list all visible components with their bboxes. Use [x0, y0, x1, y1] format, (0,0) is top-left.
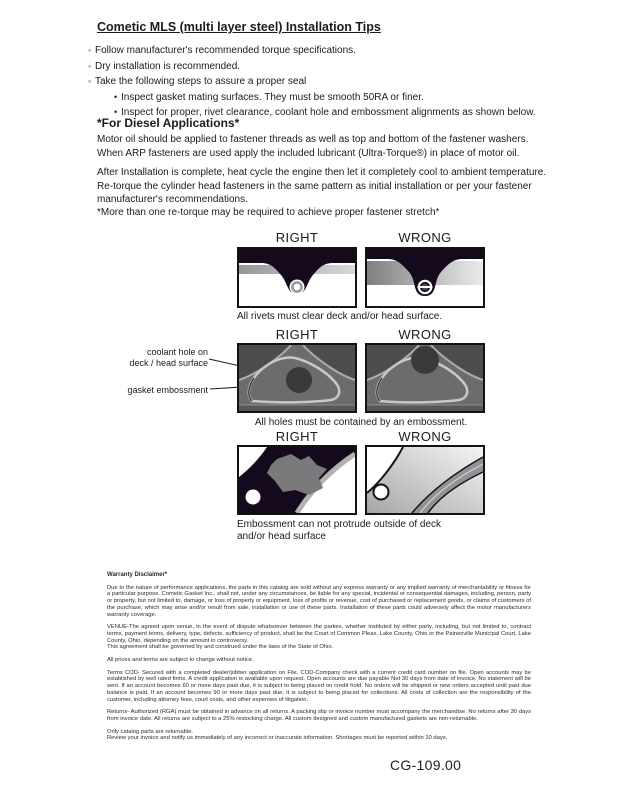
- hole-containment-wrong-diagram: [365, 343, 485, 413]
- diesel-heading: *For Diesel Applications*: [97, 116, 240, 130]
- circle-bullet-icon: ◦: [88, 60, 92, 71]
- warranty-disclaimer: [107, 572, 531, 748]
- tip-item: [88, 74, 536, 90]
- tip-text: Inspect for proper, rivet clearance, coolant hole and embossment alignments as shown below.: [121, 107, 536, 118]
- tip-item: [88, 59, 536, 75]
- legal-paragraph: Returns- Authorized (RGA) must be obtained in advance on all returns. A packing slip or invoice number must accompany the merchandise. No returns after 30 days from invoice date. All returns are subject to a 25% restocking charge. All custom designed and custom manufactured gaskets are non-returnable.: [107, 709, 531, 722]
- wrong-label: WRONG: [398, 429, 452, 444]
- tip-text: Take the following steps to assure a proper seal: [95, 76, 307, 87]
- protrusion-wrong-diagram: [365, 445, 485, 515]
- tip-text: Follow manufacturer's recommended torque specifications.: [95, 45, 356, 56]
- legal-paragraph: Review your invoice and notify us immediately of any incorrect or inaccurate information. Shortages must be reported within 10 days.: [107, 735, 448, 742]
- diagram-annotations: [100, 347, 208, 396]
- diagram-caption: Embossment can not protrude outside of deck and/or head surface: [237, 519, 442, 542]
- right-label: RIGHT: [275, 327, 319, 342]
- right-label: RIGHT: [275, 429, 319, 444]
- diagram-caption: All holes must be contained by an embossment.: [254, 417, 468, 428]
- coolant-hole-label: coolant hole on: [146, 347, 208, 357]
- legal-paragraph: This agreement shall be governed by and construed under the laws of the State of Ohio.: [107, 644, 334, 651]
- wrong-label: WRONG: [398, 327, 452, 342]
- wrong-label: WRONG: [398, 230, 452, 245]
- dot-bullet-icon: •: [114, 91, 118, 102]
- rivet-clearance-wrong-diagram: [365, 247, 485, 308]
- circle-bullet-icon: ◦: [88, 76, 92, 86]
- tip-item: [88, 43, 536, 59]
- tip-text: Dry installation is recommended.: [95, 60, 241, 72]
- gasket-embossment-label: gasket embossment: [127, 385, 208, 395]
- tip-subitem: [88, 90, 536, 106]
- coolant-hole-label: deck / head surface: [129, 358, 208, 368]
- page-title: Cometic MLS (multi layer steel) Installation Tips: [97, 20, 381, 34]
- retorque-note: *More than one re-torque may be required to achieve proper fastener stretch*: [97, 207, 440, 218]
- legal-paragraph: VENUE-The agreed upon venue, in the event of dispute whatsoever between the parties, whether instituted by either party, including, but not limited to, contract terms, payment terms, delivery, type, defects, sufficiency of product, shall be the Court of Common Pleas, Lake County, Ohio or the Painesville Municipal Court, Lake County, Ohio, depending on the amount in controversy.: [107, 624, 531, 644]
- rivet-clearance-right-diagram: [237, 247, 357, 308]
- page-number: CG-109.00: [390, 757, 462, 773]
- legal-paragraph: Terms COD- Secured with a completed dealer/jobber application on File, COD-Company check with a current credit card number on file. Open accounts may be established by well rated firms. A credit application is available upon request. Open accounts are due payable Net 30 days from date of invoice. No statement will be sent. If an account becomes 60 or more days past due, it is subject to being placed on credit hold. No orders will be shipped or new orders accepted until past due balance is paid. If an account becomes 90 or more days past due, it is subject to being placed for collections. All costs of collection are the responsibility of the customer, including attorney fees, court costs, and other expenses of litigation.: [107, 669, 531, 703]
- legal-paragraph: All prices and terms are subject to change without notice.: [107, 657, 254, 664]
- protrusion-right-diagram: [237, 445, 357, 515]
- tip-text: Inspect gasket mating surfaces. They must be smooth 50RA or finer.: [121, 91, 424, 103]
- legal-paragraph: Due to the nature of performance applications, the parts in this catalog are sold without any express warranty or any implied warranty of merchantability or fitness for a particular purpose. Cometic Gasket Inc., shall not, under any circumstances, be liable for any special, incidental or consequential damages, including, person, party or property, but not limited to, damage, or loss of property or equipment, loss of profits or revenue, cost of purchased or replacement goods, or claims of customers of the purchase, which may arise and/or result from sale, installation or use of these parts. Installation of these parts could adversely affect the motor manufacturers warranty coverage.: [107, 584, 531, 618]
- diagram-caption: All rivets must clear deck and/or head surface.: [237, 311, 443, 322]
- installation-tips-list: [88, 43, 536, 121]
- dot-bullet-icon: •: [114, 107, 118, 117]
- diesel-paragraph: Motor oil should be applied to fastener threads as well as top and bottom of the fastener washers. When ARP fasteners are used apply the included lubricant (Ultra-Torque®) in place of motor oil.: [97, 134, 529, 159]
- legal-paragraph: Only catalog parts are returnable.: [107, 728, 194, 735]
- right-label: RIGHT: [275, 230, 319, 245]
- circle-bullet-icon: ◦: [88, 45, 92, 55]
- diesel-paragraph: After Installation is complete, heat cycle the engine then let it completely cool to ambient temperature. Re-torque the cylinder head fasteners in the same pattern as initial installation or per your fastener manufacturer's recommendations.: [97, 167, 547, 205]
- hole-containment-right-diagram: [237, 343, 357, 413]
- legal-heading: Warranty Disclaimer*: [107, 572, 168, 578]
